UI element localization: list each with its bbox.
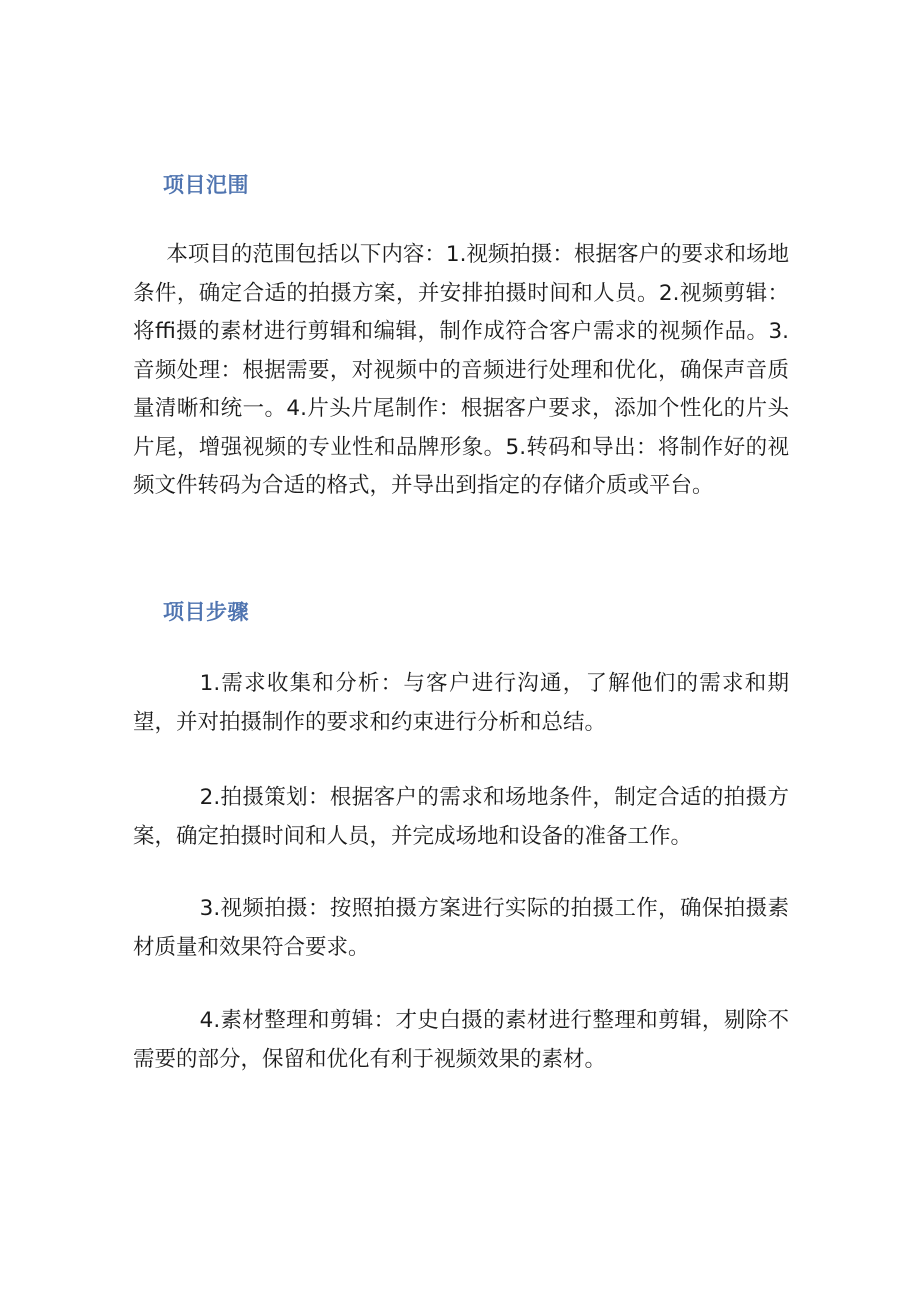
scope-paragraph: 本项目的范围包括以下内容：1.视频拍摄：根据客户的要求和场地条件，确定合适的拍摄方案，并安排拍摄时间和人员。2.视频剪辑：将ffi摄的素材进行剪辑和编辑，制作成符合客户需求的视频作品。3.音频处理：根据需要，对视频中的音频进行处理和优化，确保声音质量清晰和统一。4.片头片尾制作：根据客户要求，添加个性化的片头片尾，增强视频的专业性和品牌形象。5.转码和导出：将制作好的视频文件转码为合适的格式，并导出到指定的存储介质或平台。	[133, 242, 789, 498]
step-item-4: 4.素材整理和剪辑：才史白摄的素材进行整理和剪辑，剔除不需要的部分，保留和优化有利于视频效果的素材。	[133, 1008, 789, 1072]
section-heading-steps: 项目步骤	[163, 600, 249, 624]
step-item-3: 3.视频拍摄：按照拍摄方案进行实际的拍摄工作，确保拍摄素材质量和效果符合要求。	[133, 896, 789, 960]
step-item-2: 2.拍摄策划：根据客户的需求和场地条件，制定合适的拍摄方案，确定拍摄时间和人员，并完成场地和设备的准备工作。	[133, 785, 789, 849]
section-heading-scope: 项目汜围	[163, 173, 249, 197]
step-item-1: 1.需求收集和分析：与客户进行沟通，了解他们的需求和期望，并对拍摄制作的要求和约束进行分析和总结。	[133, 671, 789, 735]
